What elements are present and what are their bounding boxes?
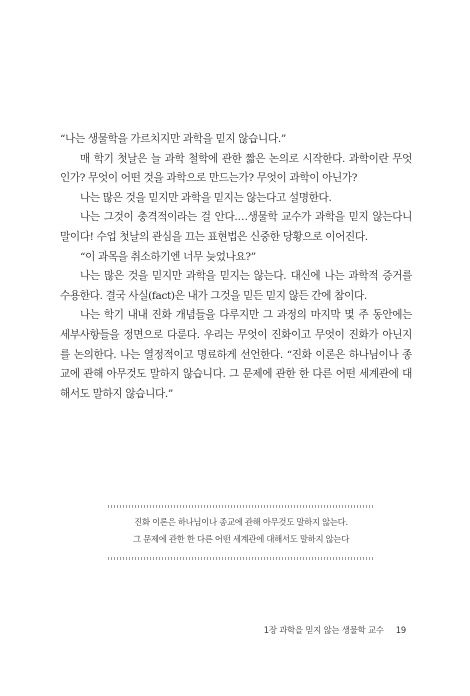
body-text bbox=[60, 130, 412, 404]
paragraph: 나는 그것이 충격적이라는 걸 안다.…생물학 교수가 과학을 믿지 않는다니 말이다! 수업 첫날의 관심을 끄는 표현법은 신중한 당황으로 이어진다. bbox=[60, 211, 412, 243]
paragraph: 나는 많은 것을 믿지만 과학을 믿지는 않는다. 대신에 나는 과학적 증거를 수용한다. 결국 사실(fact)은 내가 그것을 믿든 믿지 않든 간에 참이다. bbox=[60, 270, 412, 302]
running-footer-chapter: 1장 과학을 믿지 않는 생물학 교수 bbox=[263, 625, 384, 635]
pull-quote bbox=[108, 505, 374, 557]
pull-quote-text bbox=[108, 514, 374, 548]
paragraph: 나는 많은 것을 믿지만 과학을 믿지는 않는다고 설명한다. bbox=[80, 191, 332, 204]
pull-quote-top-rule bbox=[108, 505, 374, 508]
paragraph: 나는 학기 내내 진화 개념들을 다루지만 그 과정의 마지막 몇 주 동안에는 세부사항들을 정면으로 다룬다. 우리는 무엇이 진화이고 무엇이 진화가 아닌지를 논의한다. 나는 열정적이고 명료하게 선언한다. “진화 이론은 하나님이나 종교에 관해 아무것도 말하지 않습니다. 그 문제에 관한 한 다른 어떤 세계관에 대해서도 말하지 않습니다.” bbox=[60, 309, 412, 400]
page-number: 19 bbox=[395, 625, 406, 635]
pull-quote-line: 그 문제에 관한 한 다른 어떤 세계관에 대해서도 말하지 않는다 bbox=[132, 534, 349, 544]
page-footer bbox=[0, 624, 406, 636]
paragraph: 매 학기 첫날은 늘 과학 철학에 관한 짧은 논의로 시작한다. 과학이란 무엇인가? 무엇이 어떤 것을 과학으로 만드는가? 무엇이 과학이 아닌가? bbox=[60, 152, 412, 185]
pull-quote-bottom-rule bbox=[108, 557, 374, 560]
paragraph: “이 과목을 취소하기엔 너무 늦었나요?” bbox=[80, 250, 256, 263]
paragraph: “나는 생물학을 가르치지만 과학을 믿지 않습니다.” bbox=[60, 133, 286, 145]
pull-quote-line: 진화 이론은 하나님이나 종교에 관해 아무것도 말하지 않는다. bbox=[134, 517, 348, 527]
